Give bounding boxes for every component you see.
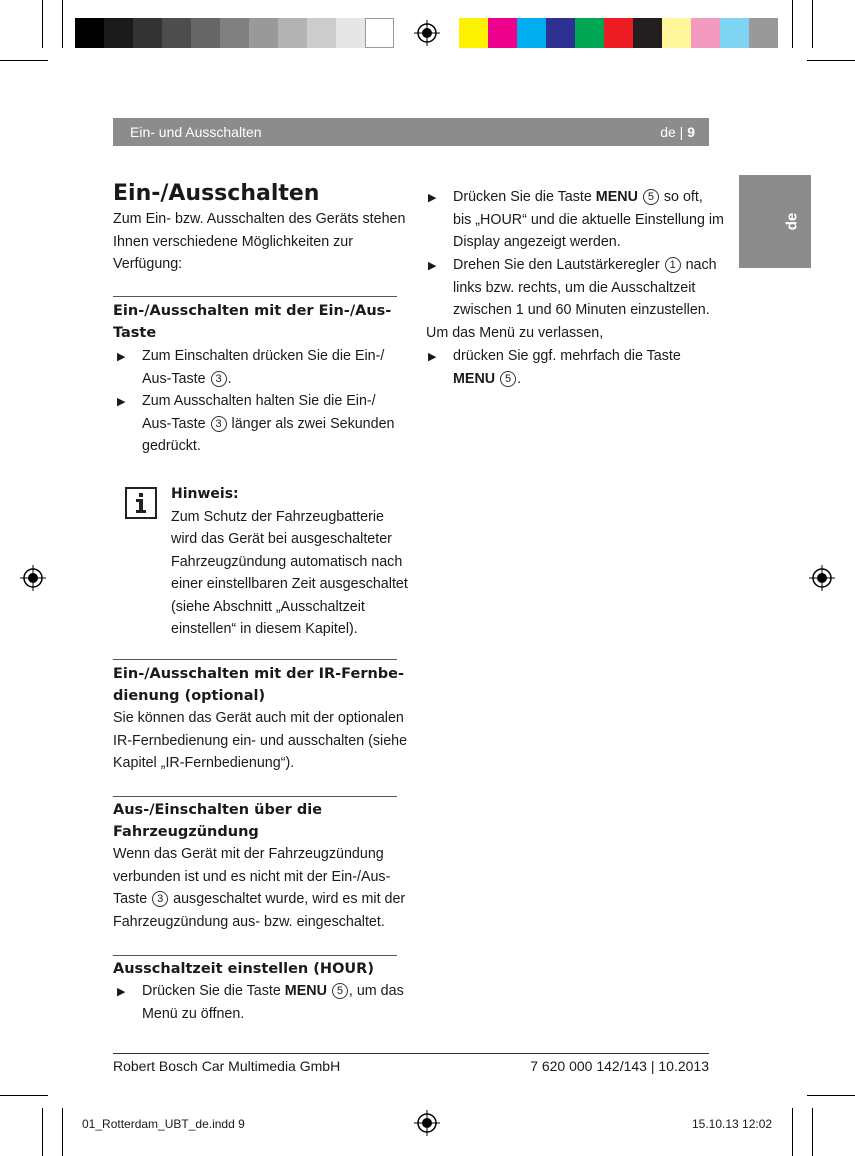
color-swatch: [720, 18, 749, 48]
intro-paragraph: Zum Ein- bzw. Ausschalten des Geräts stehen Ihnen verschiedene Möglichkeiten zur Verfügung:: [113, 211, 406, 272]
note-box: Hinweis: Zum Schutz der Fahrzeugbatterie wird das Gerät bei ausgeschalteter Fahrzeugzündung automatisch nach einer einstellbaren Zeit ausgeschaltet (siehe Abschnitt „Ausschaltzeit einstellen“ in diesem Kapitel).: [171, 483, 408, 641]
color-swatch: [336, 18, 365, 48]
crop-mark: [812, 1108, 813, 1156]
list-item: Drücken Sie die Taste MENU 5 so oft, bis „HOUR“ und die aktuelle Einstellung im Display angezeigt werden.: [453, 189, 724, 250]
footer-publisher: Robert Bosch Car Multimedia GmbH: [113, 1058, 341, 1074]
crop-mark: [42, 0, 43, 48]
bullet-arrow-icon: ▶: [117, 351, 126, 363]
crop-mark: [0, 1095, 48, 1096]
page-number: 9: [687, 124, 695, 140]
page-indicator: de | 9: [660, 124, 695, 140]
callout-number: 5: [643, 189, 659, 205]
info-icon: [125, 487, 157, 519]
section-heading: Ein-/Ausschalten mit der IR-Fernbe- dienung (optional): [113, 666, 405, 704]
crop-mark: [812, 0, 813, 48]
registration-mark-icon: [414, 20, 440, 46]
running-header: [113, 118, 709, 146]
list-item: drücken Sie ggf. mehrfach die Taste MENU 5 .: [453, 348, 681, 387]
paragraph: Wenn das Gerät mit der Fahrzeugzündung verbunden ist und es nicht mit der Ein-/Aus- Taste 3 ausgeschaltet wurde, wird es mit der Fahrzeugzündung aus- bzw. eingeschaltet.: [113, 846, 406, 930]
list-item: Zum Ausschalten halten Sie die Ein-/ Aus-Taste 3 länger als zwei Sekunden gedrückt.: [142, 393, 395, 454]
color-swatch: [517, 18, 546, 48]
section-divider: [113, 659, 397, 660]
section-heading: Ausschaltzeit einstellen (HOUR): [113, 961, 374, 977]
paragraph: Um das Menü zu verlassen,: [426, 325, 604, 341]
bullet-arrow-icon: ▶: [117, 986, 126, 998]
color-swatch: [365, 18, 394, 48]
list-item: Zum Einschalten drücken Sie die Ein-/ Aus-Taste 3 .: [142, 348, 385, 387]
color-swatch: [75, 18, 104, 48]
callout-number: 5: [500, 371, 516, 387]
crop-mark: [792, 0, 793, 48]
callout-number: 1: [665, 257, 681, 273]
language-tab: [739, 175, 811, 268]
section-divider: [113, 796, 397, 797]
section-heading: Ein-/Ausschalten mit der Ein-/Aus- Taste: [113, 303, 392, 341]
section-title: Ein- und Ausschalten: [130, 124, 262, 140]
color-swatch: [691, 18, 720, 48]
note-title: Hinweis:: [171, 486, 239, 502]
crop-mark: [62, 0, 63, 48]
color-swatch: [249, 18, 278, 48]
registration-mark-icon: [414, 1110, 440, 1136]
color-swatch: [191, 18, 220, 48]
color-swatch: [307, 18, 336, 48]
color-swatch: [278, 18, 307, 48]
color-swatch: [575, 18, 604, 48]
footer-docnumber: 7 620 000 142/143 | 10.2013: [530, 1058, 709, 1074]
crop-mark: [0, 60, 48, 61]
registration-mark-icon: [809, 565, 835, 591]
crop-mark: [62, 1108, 63, 1156]
color-swatch: [604, 18, 633, 48]
crop-mark: [42, 1108, 43, 1156]
color-swatch: [133, 18, 162, 48]
callout-number: 3: [211, 416, 227, 432]
callout-number: 3: [152, 891, 168, 907]
language-tab-label: de: [783, 212, 801, 231]
crop-mark: [807, 1095, 855, 1096]
bullet-arrow-icon: ▶: [428, 351, 437, 363]
registration-mark-icon: [20, 565, 46, 591]
footer-divider: [113, 1053, 709, 1054]
color-swatch: [162, 18, 191, 48]
crop-mark: [792, 1108, 793, 1156]
color-swatch: [220, 18, 249, 48]
color-swatch: [662, 18, 691, 48]
section-heading: Aus-/Einschalten über die Fahrzeugzündung: [113, 802, 323, 840]
page-title: Ein-/Ausschalten: [113, 181, 320, 206]
slug-date: 15.10.13 12:02: [692, 1117, 773, 1131]
bullet-arrow-icon: ▶: [428, 260, 437, 272]
crop-mark: [807, 60, 855, 61]
color-swatch: [749, 18, 778, 48]
color-swatch: [488, 18, 517, 48]
bullet-arrow-icon: ▶: [428, 192, 437, 204]
color-swatch: [633, 18, 662, 48]
section-divider: [113, 296, 397, 297]
color-swatch: [459, 18, 488, 48]
color-swatch: [104, 18, 133, 48]
bullet-arrow-icon: ▶: [117, 396, 126, 408]
list-item: Drücken Sie die Taste MENU 5 , um das Menü zu öffnen.: [142, 983, 404, 1022]
callout-number: 3: [211, 371, 227, 387]
slug-filename: 01_Rotterdam_UBT_de.indd 9: [82, 1117, 245, 1131]
paragraph: Sie können das Gerät auch mit der optionalen IR-Fernbedienung ein- und ausschalten (siehe Kapitel „IR-Fernbedienung“).: [113, 710, 408, 771]
list-item: Drehen Sie den Lautstärkeregler 1 nach links bzw. rechts, um die Ausschaltzeit zwischen 1 und 60 Minuten einzustellen.: [453, 257, 717, 318]
color-swatch: [546, 18, 575, 48]
section-divider: [113, 955, 397, 956]
callout-number: 5: [332, 983, 348, 999]
